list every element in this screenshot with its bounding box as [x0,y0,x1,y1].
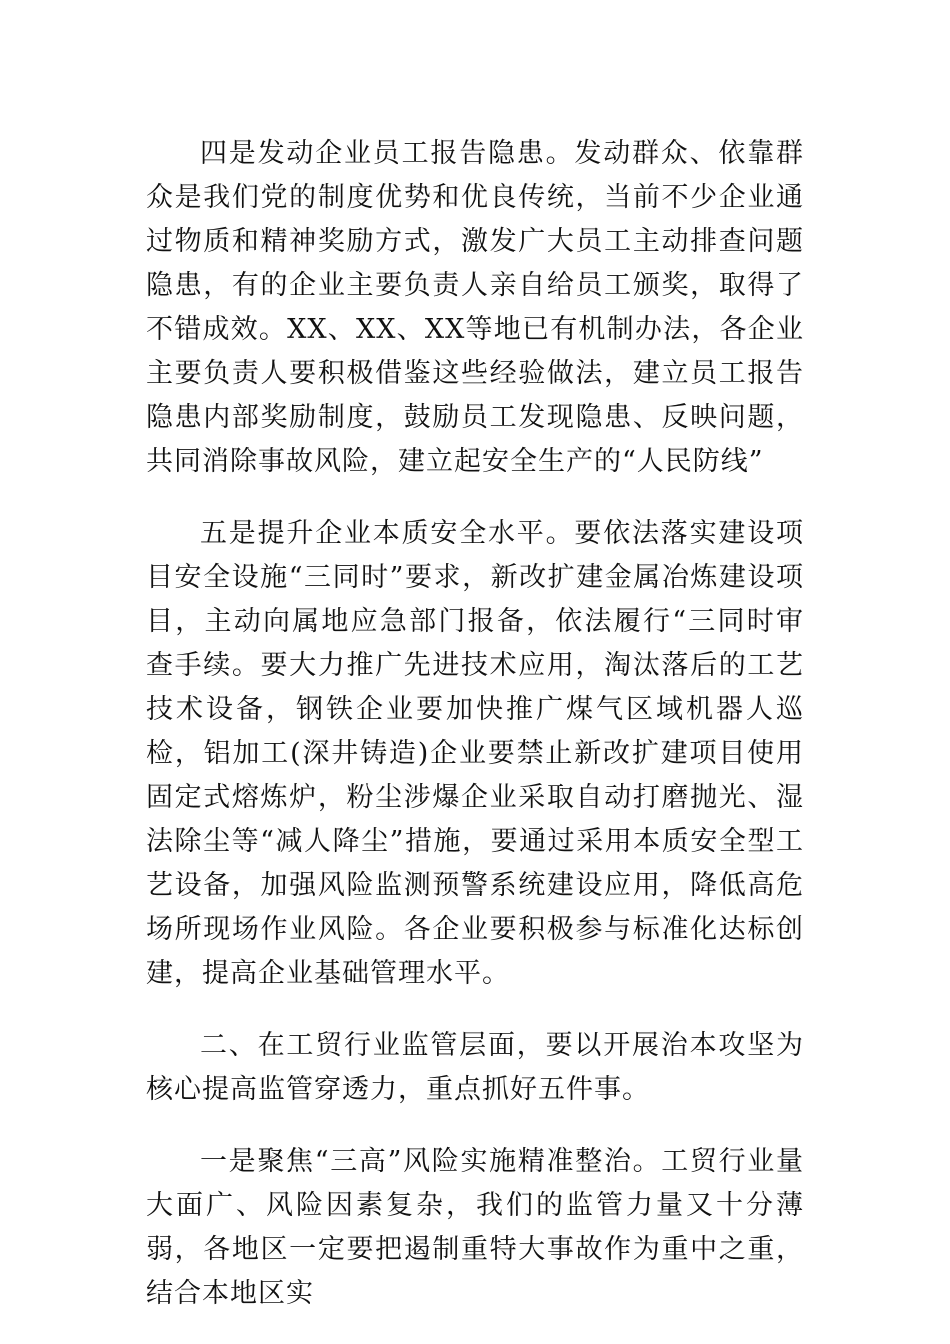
paragraph-intrinsic-safety: 五是提升企业本质安全水平。要依法落实建设项目安全设施“三同时”要求，新改扩建金属冶炼建设项目，主动向属地应急部门报备，依法履行“三同时审查手续。要大力推广先进技术应用，淘汰落后的工艺技术设备，钢铁企业要加快推广煤气区域机器人巡检，铝加工(深井铸造)企业要禁止新改扩建项目使用固定式熔炼炉，粉尘涉爆企业采取自动打磨抛光、湿法除尘等“减人降尘”措施，要通过采用本质安全型工艺设备，加强风险监测预警系统建设应用，降低高危场所现场作业风险。各企业要积极参与标准化达标创建，提高企业基础管理水平。 [146,518,804,989]
paragraph-supervision-heading: 二、在工贸行业监管层面，要以开展治本攻坚为核心提高监管穿透力，重点抓好五件事。 [146,1030,804,1105]
paragraph-three-high-risks: 一是聚焦“三高”风险实施精准整治。工贸行业量大面广、风险因素复杂，我们的监管力量又十分薄弱，各地区一定要把遏制重特大事故作为重中之重，结合本地区实 [146,1146,804,1309]
document-body [146,132,804,1344]
paragraph-employee-hazard-reporting: 四是发动企业员工报告隐患。发动群众、依靠群众是我们党的制度优势和优良传统，当前不少企业通过物质和精神奖励方式，激发广大员工主动排查问题隐患，有的企业主要负责人亲自给员工颁奖，取得了不错成效。XX、XX、XX等地已有机制办法，各企业主要负责人要积极借鉴这些经验做法，建立员工报告隐患内部奖励制度，鼓励员工发现隐患、反映问题，共同消除事故风险，建立起安全生产的“人民防线” [146,138,804,477]
